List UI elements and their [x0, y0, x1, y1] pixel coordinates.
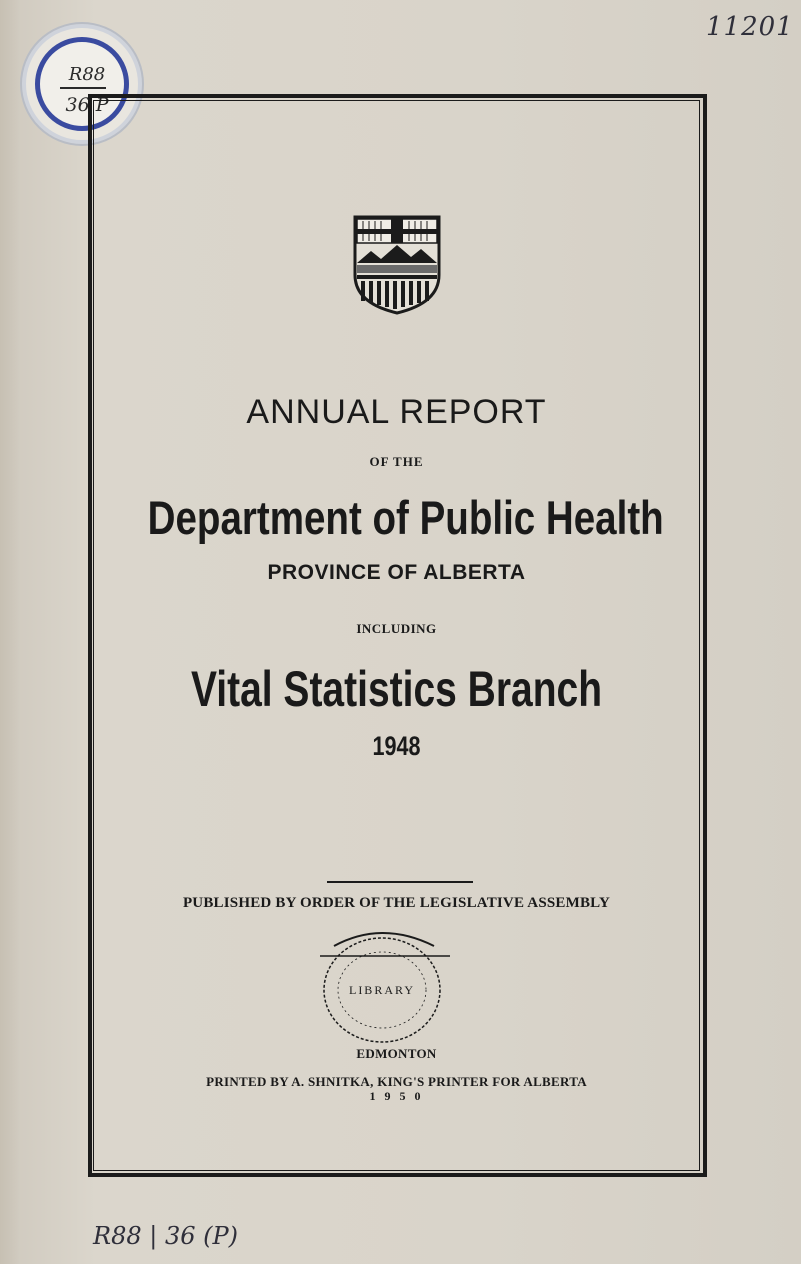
- of-the-label: OF THE: [369, 454, 424, 469]
- department-title: Department of Public Health: [147, 491, 664, 544]
- including-label: INCLUDING: [356, 621, 437, 636]
- report-title: ANNUAL REPORT: [246, 393, 547, 431]
- printer-line: PRINTED BY A. SHNITKA, KING'S PRINTER FOR ALBERTA: [206, 1074, 587, 1089]
- divider-rule: [327, 881, 473, 883]
- library-stamp-icon: [312, 926, 452, 1046]
- library-label-line1: R88: [68, 64, 106, 85]
- publication-place: EDMONTON: [356, 1046, 437, 1061]
- province-label: PROVINCE OF ALBERTA: [267, 561, 526, 584]
- library-label-rule: [60, 87, 106, 89]
- branch-title: Vital Statistics Branch: [190, 661, 603, 717]
- handwritten-accession-note: 11201: [706, 12, 794, 42]
- publication-year: 1 9 5 0: [369, 1089, 424, 1103]
- report-year: 1948: [372, 731, 421, 761]
- alberta-crest-icon: [353, 215, 441, 315]
- handwritten-call-number: R88 | 36 (P): [93, 1222, 238, 1250]
- library-stamp-text: LIBRARY: [348, 983, 416, 997]
- library-label-line2: 36 P: [65, 94, 109, 116]
- page-edge-shadow: [0, 0, 20, 1264]
- published-by-line: PUBLISHED BY ORDER OF THE LEGISLATIVE ASSEMBLY: [182, 895, 611, 911]
